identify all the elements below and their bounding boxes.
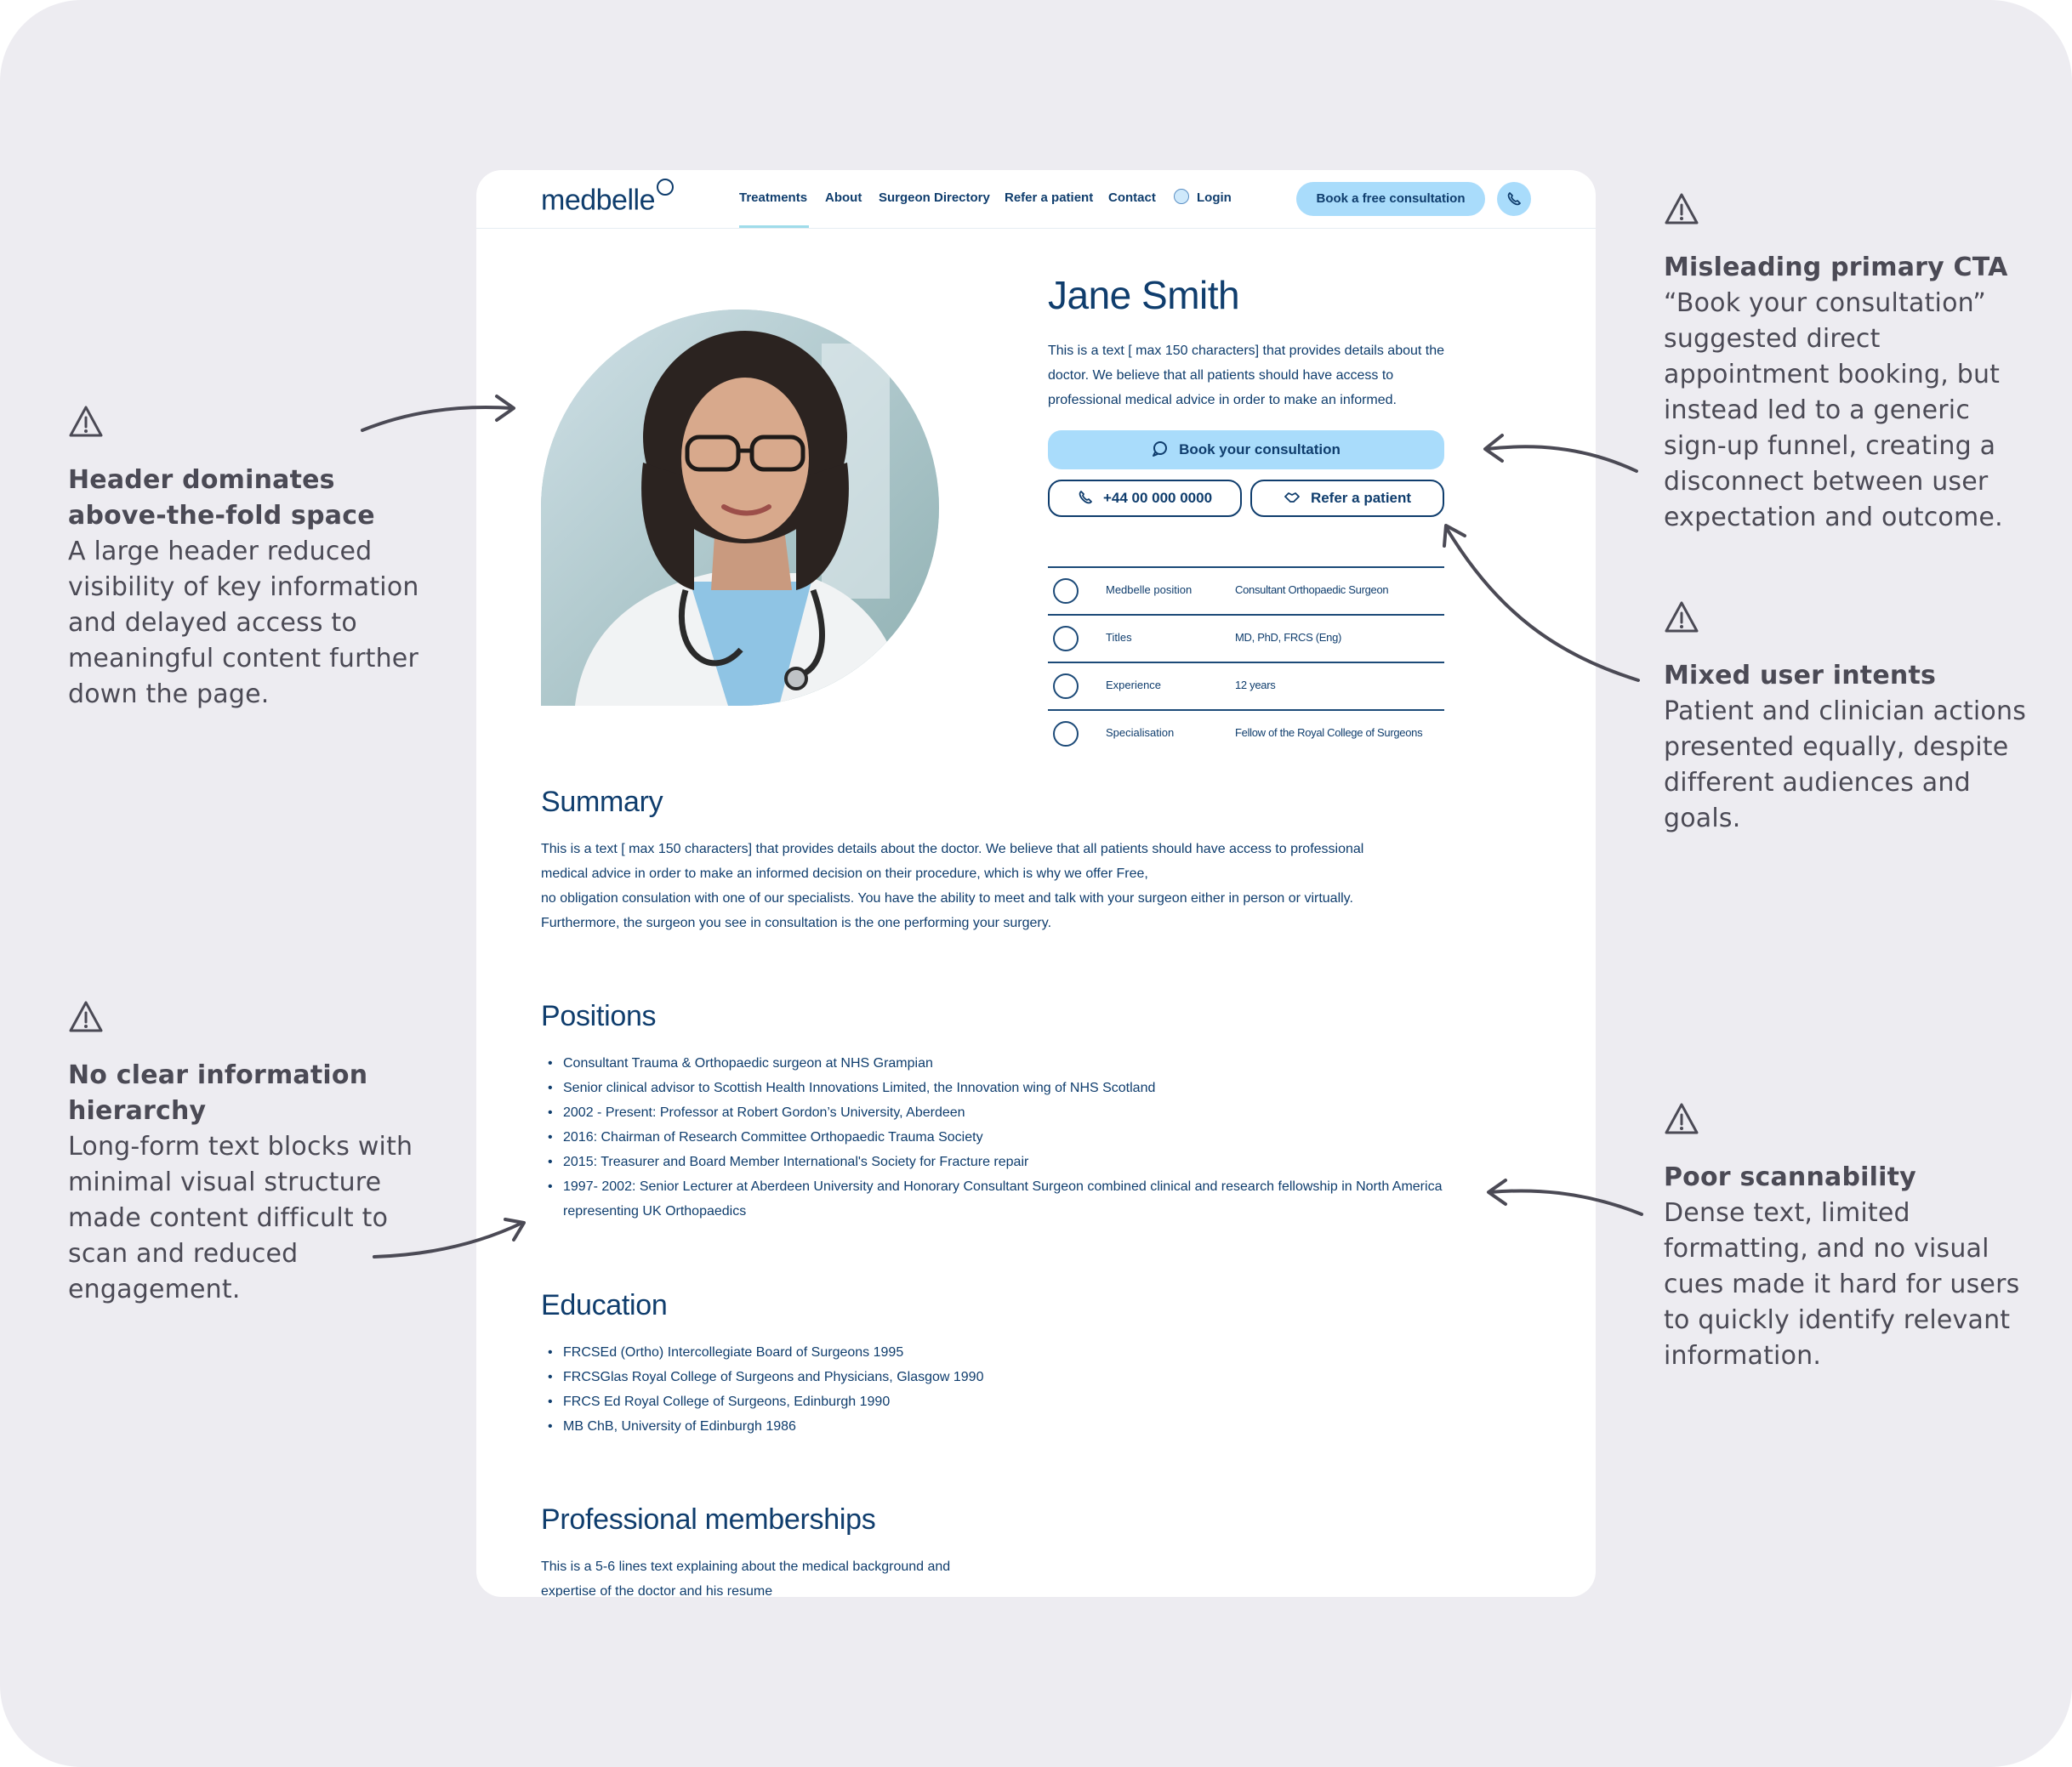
user-icon <box>1174 189 1189 204</box>
annotation-body: Patient and clinician actions presented equally, despite different audiences and goals. <box>1664 696 2027 833</box>
annotation-cta <box>1664 192 2038 536</box>
nav-login[interactable]: Login <box>1197 190 1232 205</box>
summary-line: Furthermore, the surgeon you see in consultation is the one performing your surgery. <box>541 916 1052 930</box>
refer-patient-button[interactable] <box>1250 480 1444 517</box>
briefcase-icon <box>1053 626 1079 651</box>
document-icon <box>1053 721 1079 747</box>
annotation-scannability <box>1664 1102 2038 1374</box>
call-phone-button[interactable] <box>1048 480 1242 517</box>
warning-icon <box>1664 192 1699 226</box>
summary-line: no obligation consulation with one of our specialists. You have the ability to meet and talk with your surgeon either in person or virtually. <box>541 891 1353 906</box>
detail-row-specialisation <box>1048 709 1444 757</box>
education-title: Education <box>541 1289 668 1321</box>
detail-label: Titles <box>1106 631 1132 644</box>
annotation-header <box>68 405 425 713</box>
phone-button[interactable] <box>1497 182 1531 216</box>
phone-icon <box>1506 191 1522 207</box>
list-item: • 1997- 2002: Senior Lecturer at Aberdeen University and Honorary Consultant Surgeon combined clinical and research fellowship in North America representing UK Orthopaedics <box>541 1174 1443 1224</box>
logo-text: medbelle <box>541 184 655 217</box>
list-item: • FRCS Ed Royal College of Surgeons, Edinburgh 1990 <box>541 1389 1443 1414</box>
annotation-body: Dense text, limited formatting, and no visual cues made it hard for users to quickly identify relevant information. <box>1664 1198 2020 1371</box>
list-item: • MB ChB, University of Edinburgh 1986 <box>541 1414 1443 1439</box>
detail-label: Specialisation <box>1106 726 1175 739</box>
annotation-title: No clear information hierarchy <box>68 1060 368 1126</box>
positions-list <box>541 1051 1443 1224</box>
summary-title: Summary <box>541 786 663 818</box>
detail-label: Experience <box>1106 679 1162 691</box>
detail-row-position <box>1048 566 1444 614</box>
detail-value: MD, PhD, FRCS (Eng) <box>1235 631 1342 644</box>
list-item: • Consultant Trauma & Orthopaedic surgeon at NHS Grampian <box>541 1051 1443 1076</box>
nav-surgeon-directory[interactable]: Surgeon Directory <box>879 190 990 205</box>
education-list <box>541 1340 1443 1439</box>
detail-row-titles <box>1048 614 1444 662</box>
phone-number: +44 00 000 0000 <box>1102 490 1213 506</box>
annotation-title: Misleading primary CTA <box>1664 253 2008 282</box>
memberships-line: This is a 5-6 lines text explaining about the medical background and <box>541 1560 951 1574</box>
doctor-intro: This is a text [ max 150 characters] that provides details about the doctor. We believe that all patients should have access to professional medical advice in order to make an informed. <box>1048 344 1445 407</box>
person-icon <box>1053 578 1079 604</box>
medbelle-logo[interactable] <box>541 182 674 217</box>
annotation-body: Long-form text blocks with minimal visual structure made content difficult to scan and reduced engagement. <box>68 1132 413 1304</box>
summary-line: This is a text [ max 150 characters] that provides details about the doctor. We believe that all patients should have access to professional <box>541 842 1364 856</box>
nav-refer-patient[interactable]: Refer a patient <box>1005 190 1094 205</box>
summary-text <box>541 837 1417 935</box>
detail-value: 12 years <box>1235 679 1276 691</box>
warning-icon <box>1664 600 1699 634</box>
annotation-body: A large header reduced visibility of key information and delayed access to meaningful content further down the page. <box>68 537 419 709</box>
annotation-hierarchy <box>68 1000 425 1308</box>
list-item: • FRCSEd (Ortho) Intercollegiate Board of Surgeons 1995 <box>541 1340 1443 1365</box>
phone-icon <box>1078 490 1093 505</box>
list-item: • 2002 - Present: Professor at Robert Gordon’s University, Aberdeen <box>541 1100 1443 1125</box>
list-item: • 2015: Treasurer and Board Member International's Society for Fracture repair <box>541 1150 1443 1174</box>
doctor-photo <box>541 310 939 706</box>
memberships-line: expertise of the doctor and his resume <box>541 1584 773 1597</box>
doctor-name: Jane Smith <box>1048 273 1240 317</box>
detail-value: Consultant Orthopaedic Surgeon <box>1235 583 1389 596</box>
refer-patient-label: Refer a patient <box>1310 490 1412 506</box>
book-consultation-button[interactable] <box>1048 430 1444 469</box>
detail-label: Medbelle position <box>1106 583 1193 596</box>
annotation-body: “Book your consultation” suggested direct appointment booking, but instead led to a generic sign-up funnel, creating a disconnect between user expectation and outcome. <box>1664 288 2003 532</box>
annotation-title: Mixed user intents <box>1664 661 1937 690</box>
annotation-title: Poor scannability <box>1664 1162 1916 1192</box>
detail-value: Fellow of the Royal College of Surgeons <box>1235 726 1423 739</box>
doctor-details-table <box>1048 566 1444 757</box>
handshake-icon <box>1284 490 1301 505</box>
warning-icon <box>68 1000 104 1034</box>
warning-icon <box>68 405 104 439</box>
memberships-title: Professional memberships <box>541 1503 876 1536</box>
list-item: • Senior clinical advisor to Scottish Health Innovations Limited, the Innovation wing of NHS Scotland <box>541 1076 1443 1100</box>
site-header <box>476 170 1596 229</box>
nav-about[interactable]: About <box>825 190 862 205</box>
detail-row-experience <box>1048 662 1444 709</box>
book-free-consultation-button[interactable]: Book a free consultation <box>1296 182 1485 216</box>
nav-contact[interactable]: Contact <box>1108 190 1156 205</box>
list-item: • FRCSGlas Royal College of Surgeons and Physicians, Glasgow 1990 <box>541 1365 1443 1389</box>
profile-page <box>476 170 1596 1597</box>
memberships-text <box>541 1554 1417 1597</box>
active-nav-indicator <box>739 225 809 228</box>
doctor-portrait <box>541 310 939 706</box>
positions-title: Positions <box>541 1000 657 1032</box>
list-item: • 2016: Chairman of Research Committee Orthopaedic Trauma Society <box>541 1125 1443 1150</box>
warning-icon <box>1664 1102 1699 1136</box>
chat-icon <box>1152 440 1169 457</box>
book-consultation-label: Book your consultation <box>1179 441 1341 457</box>
nav-treatments[interactable]: Treatments <box>739 190 808 205</box>
info-icon <box>1053 673 1079 699</box>
annotation-intents <box>1664 600 2038 837</box>
annotation-title: Header dominates above-the-fold space <box>68 465 375 531</box>
logo-mark-icon <box>657 179 674 196</box>
summary-line: medical advice in order to make an informed decision on their procedure, which is why we offer Free, <box>541 866 1148 881</box>
